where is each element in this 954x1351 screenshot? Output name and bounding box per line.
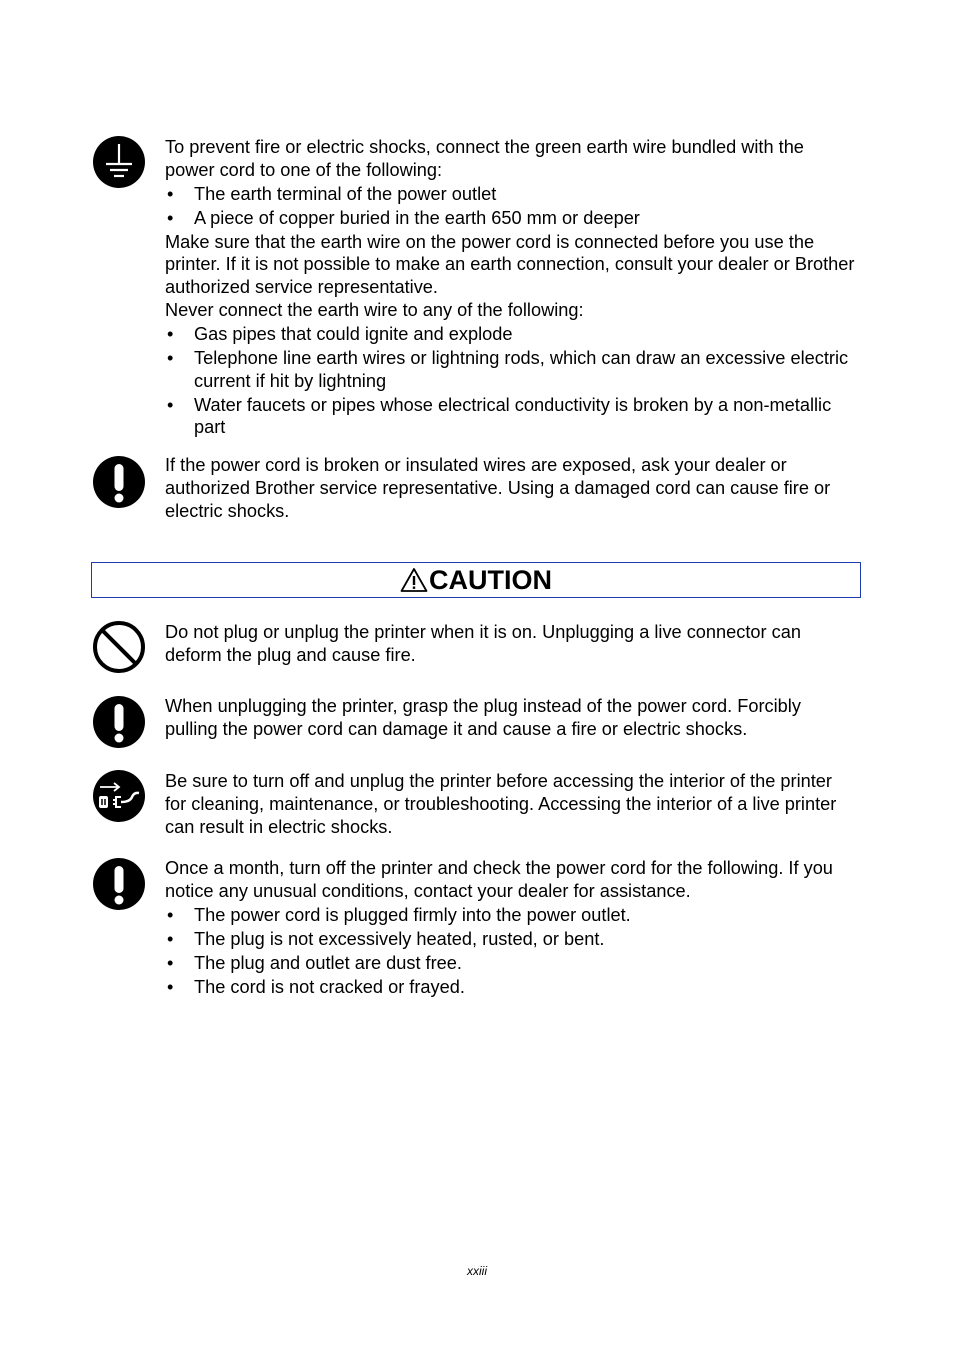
warning-triangle-icon [400, 567, 428, 593]
ground-icon [92, 135, 146, 189]
exclamation-icon [92, 857, 146, 911]
list-item: • Telephone line earth wires or lightning rods, which can draw an excessive electric current if hit by lightning [165, 347, 855, 393]
caution-title: CAUTION [429, 565, 552, 595]
caution-item-monthly-check [165, 857, 855, 1000]
list-item: • The plug is not excessively heated, rusted, or bent. [165, 928, 855, 951]
caution-item-grasp [165, 695, 855, 741]
list-item: • A piece of copper buried in the earth 650 mm or deeper [165, 207, 855, 230]
ground-bullets [165, 183, 855, 230]
caution-text: Be sure to turn off and unplug the printer before accessing the interior of the printer for cleaning, maintenance, or troubleshooting. Accessing the interior of a live printer can result in electric shocks. [165, 771, 837, 837]
caution-header [91, 562, 861, 598]
ground-never: Never connect the earth wire to any of the following: [165, 299, 584, 320]
unplug-icon [92, 769, 146, 823]
caution-text: When unplugging the printer, grasp the plug instead of the power cord. Forcibly pulling the power cord can damage it and cause a fire or electric shocks. [165, 696, 801, 739]
list-item: • The earth terminal of the power outlet [165, 183, 855, 206]
prohibition-icon [92, 620, 146, 674]
ground-intro: To prevent fire or electric shocks, connect the green earth wire bundled with the power cord to one of the following: [165, 137, 804, 180]
ground-note: Make sure that the earth wire on the power cord is connected before you use the printer. If it is not possible to make an earth connection, consult your dealer or Brother authorized service representative. [165, 231, 855, 298]
list-item: • The cord is not cracked or frayed. [165, 976, 855, 999]
broken-cord-section [165, 454, 855, 522]
list-item: • The power cord is plugged firmly into the power outlet. [165, 904, 855, 927]
list-item: • Gas pipes that could ignite and explode [165, 323, 855, 346]
caution-item-unplug [165, 770, 855, 838]
caution-text: Do not plug or unplug the printer when it is on. Unplugging a live connector can deform the plug and cause fire. [165, 622, 801, 665]
caution-text: Once a month, turn off the printer and check the power cord for the following. If you notice any unusual conditions, contact your dealer for assistance. [165, 858, 833, 901]
list-item: • Water faucets or pipes whose electrical conductivity is broken by a non-metallic part [165, 394, 855, 440]
monthly-check-bullets [165, 904, 855, 999]
list-item: • The plug and outlet are dust free. [165, 952, 855, 975]
ground-wire-section [165, 136, 855, 440]
ground-never-bullets [165, 323, 855, 439]
exclamation-icon [92, 455, 146, 509]
exclamation-icon [92, 695, 146, 749]
page-number: xxiii [467, 1264, 487, 1278]
caution-item-plug [165, 621, 855, 667]
broken-cord-text: If the power cord is broken or insulated wires are exposed, ask your dealer or authorized Brother service representative. Using a damaged cord can cause fire or electric shocks. [165, 455, 831, 521]
